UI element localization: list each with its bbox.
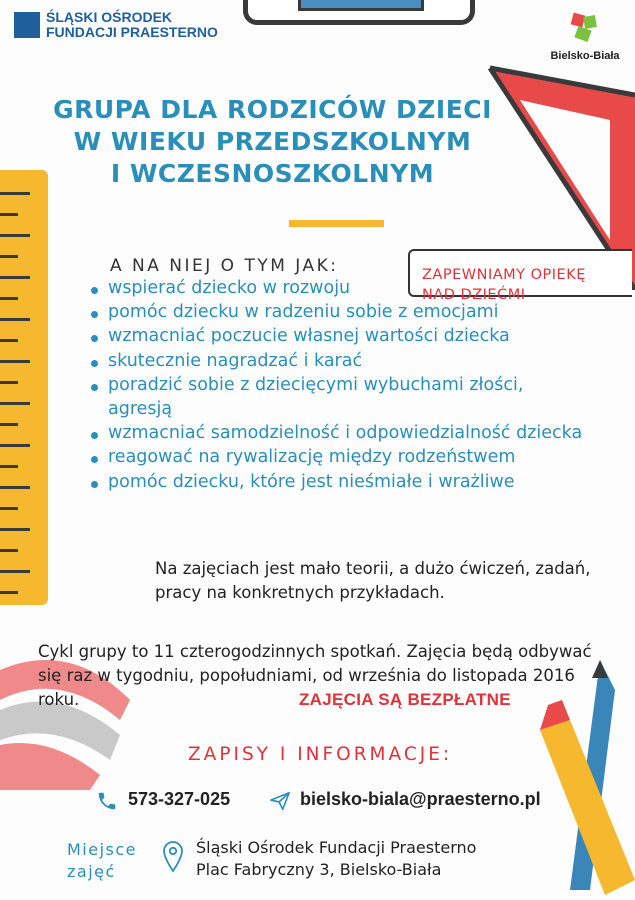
ruler-tick (0, 402, 30, 405)
ruler-tick (0, 381, 18, 384)
phone-icon (96, 790, 118, 812)
title-line-1: GRUPA DLA RODZICÓW DZIECI (53, 95, 492, 124)
foundation-logo-mark (14, 12, 40, 38)
free-label: ZAJĘCIA SĄ BEZPŁATNE (299, 690, 511, 709)
foundation-logo-line1: ŚLĄSKI OŚRODEK (46, 9, 173, 25)
phone-link[interactable]: 573-327-025 (128, 789, 231, 809)
title-line-3: I WCZESNOSZKOLNYM (110, 159, 435, 188)
ruler-tick (0, 339, 18, 342)
venue-address (196, 837, 476, 881)
list-item: poradzić sobie z dziecięcymi wybuchami złości, agresją (90, 373, 568, 421)
foundation-logo-line2: FUNDACJI PRAESTERNO (46, 24, 218, 40)
city-logo-label: Bielsko-Biała (550, 50, 620, 62)
ruler-tick (0, 528, 30, 531)
ruler-tick (0, 234, 30, 237)
ruler-tick (0, 507, 18, 510)
venue-label-line-2: zajęć (67, 862, 116, 881)
ruler-tick (0, 486, 30, 489)
location-pin-icon (161, 840, 185, 874)
send-icon (268, 790, 292, 812)
decorative-pencil-case (243, 0, 475, 25)
ruler-tick (0, 276, 30, 279)
page-title (25, 94, 520, 190)
title-underline (289, 220, 384, 227)
venue-label-line-1: Miejsce (67, 840, 138, 859)
ruler-tick (0, 192, 30, 195)
list-item: wzmacniać samodzielność i odpowiedzialność dziecka (90, 421, 635, 445)
city-logo (545, 10, 625, 62)
ruler-tick (0, 360, 30, 363)
list-item: skutecznie nagradzać i karać (90, 349, 635, 373)
registration-heading: ZAPISY I INFORMACJE: (188, 744, 453, 765)
list-item: pomóc dziecku w radzeniu sobie z emocjami (90, 300, 635, 324)
address-line-1: Śląski Ośrodek Fundacji Praesterno (196, 838, 477, 857)
notice-line-1: ZAPEWNIAMY OPIEKĘ (422, 267, 586, 283)
ruler-tick (0, 465, 18, 468)
ruler-tick (0, 423, 18, 426)
method-paragraph: Na zajęciach jest mało teorii, a dużo ćwiczeń, zadań, pracy na konkretnych przykładach. (155, 559, 591, 602)
ruler-tick (0, 444, 30, 447)
notice-line-2: NAD DZIEĆMI (422, 287, 526, 303)
list-item: wzmacniać poczucie własnej wartości dziecka (90, 324, 635, 348)
ruler-tick (0, 549, 18, 552)
ruler-tick (0, 213, 18, 216)
schedule-paragraph: Cykl grupy to 11 czterogodzinnych spotkań. Zajęcia będą odbywać się raz w tygodniu, popołudniami, od września do listopada 2016 roku. (38, 642, 592, 709)
list-item: wspierać dziecko w rozwoju (90, 276, 635, 300)
ruler-tick (0, 318, 30, 321)
topics-list (90, 276, 635, 494)
ruler-tick (0, 570, 30, 573)
venue-label (67, 839, 137, 883)
lead-heading: A NA NIEJ O TYM JAK: (110, 256, 339, 276)
city-logo-mark (568, 10, 602, 44)
title-line-2: W WIEKU PRZEDSZKOLNYM (73, 127, 472, 156)
list-item: pomóc dziecku, które jest nieśmiałe i wrażliwe (90, 470, 635, 494)
list-item: reagować na rywalizację między rodzeństwem (90, 445, 635, 469)
email-link[interactable]: bielsko-biala@praesterno.pl (300, 789, 541, 809)
ruler-tick (0, 297, 18, 300)
ruler-tick (0, 255, 18, 258)
address-line-2: Plac Fabryczny 3, Bielsko-Biała (196, 860, 442, 879)
foundation-logo (14, 10, 218, 40)
ruler-tick (0, 591, 18, 594)
decorative-ruler (0, 170, 48, 605)
